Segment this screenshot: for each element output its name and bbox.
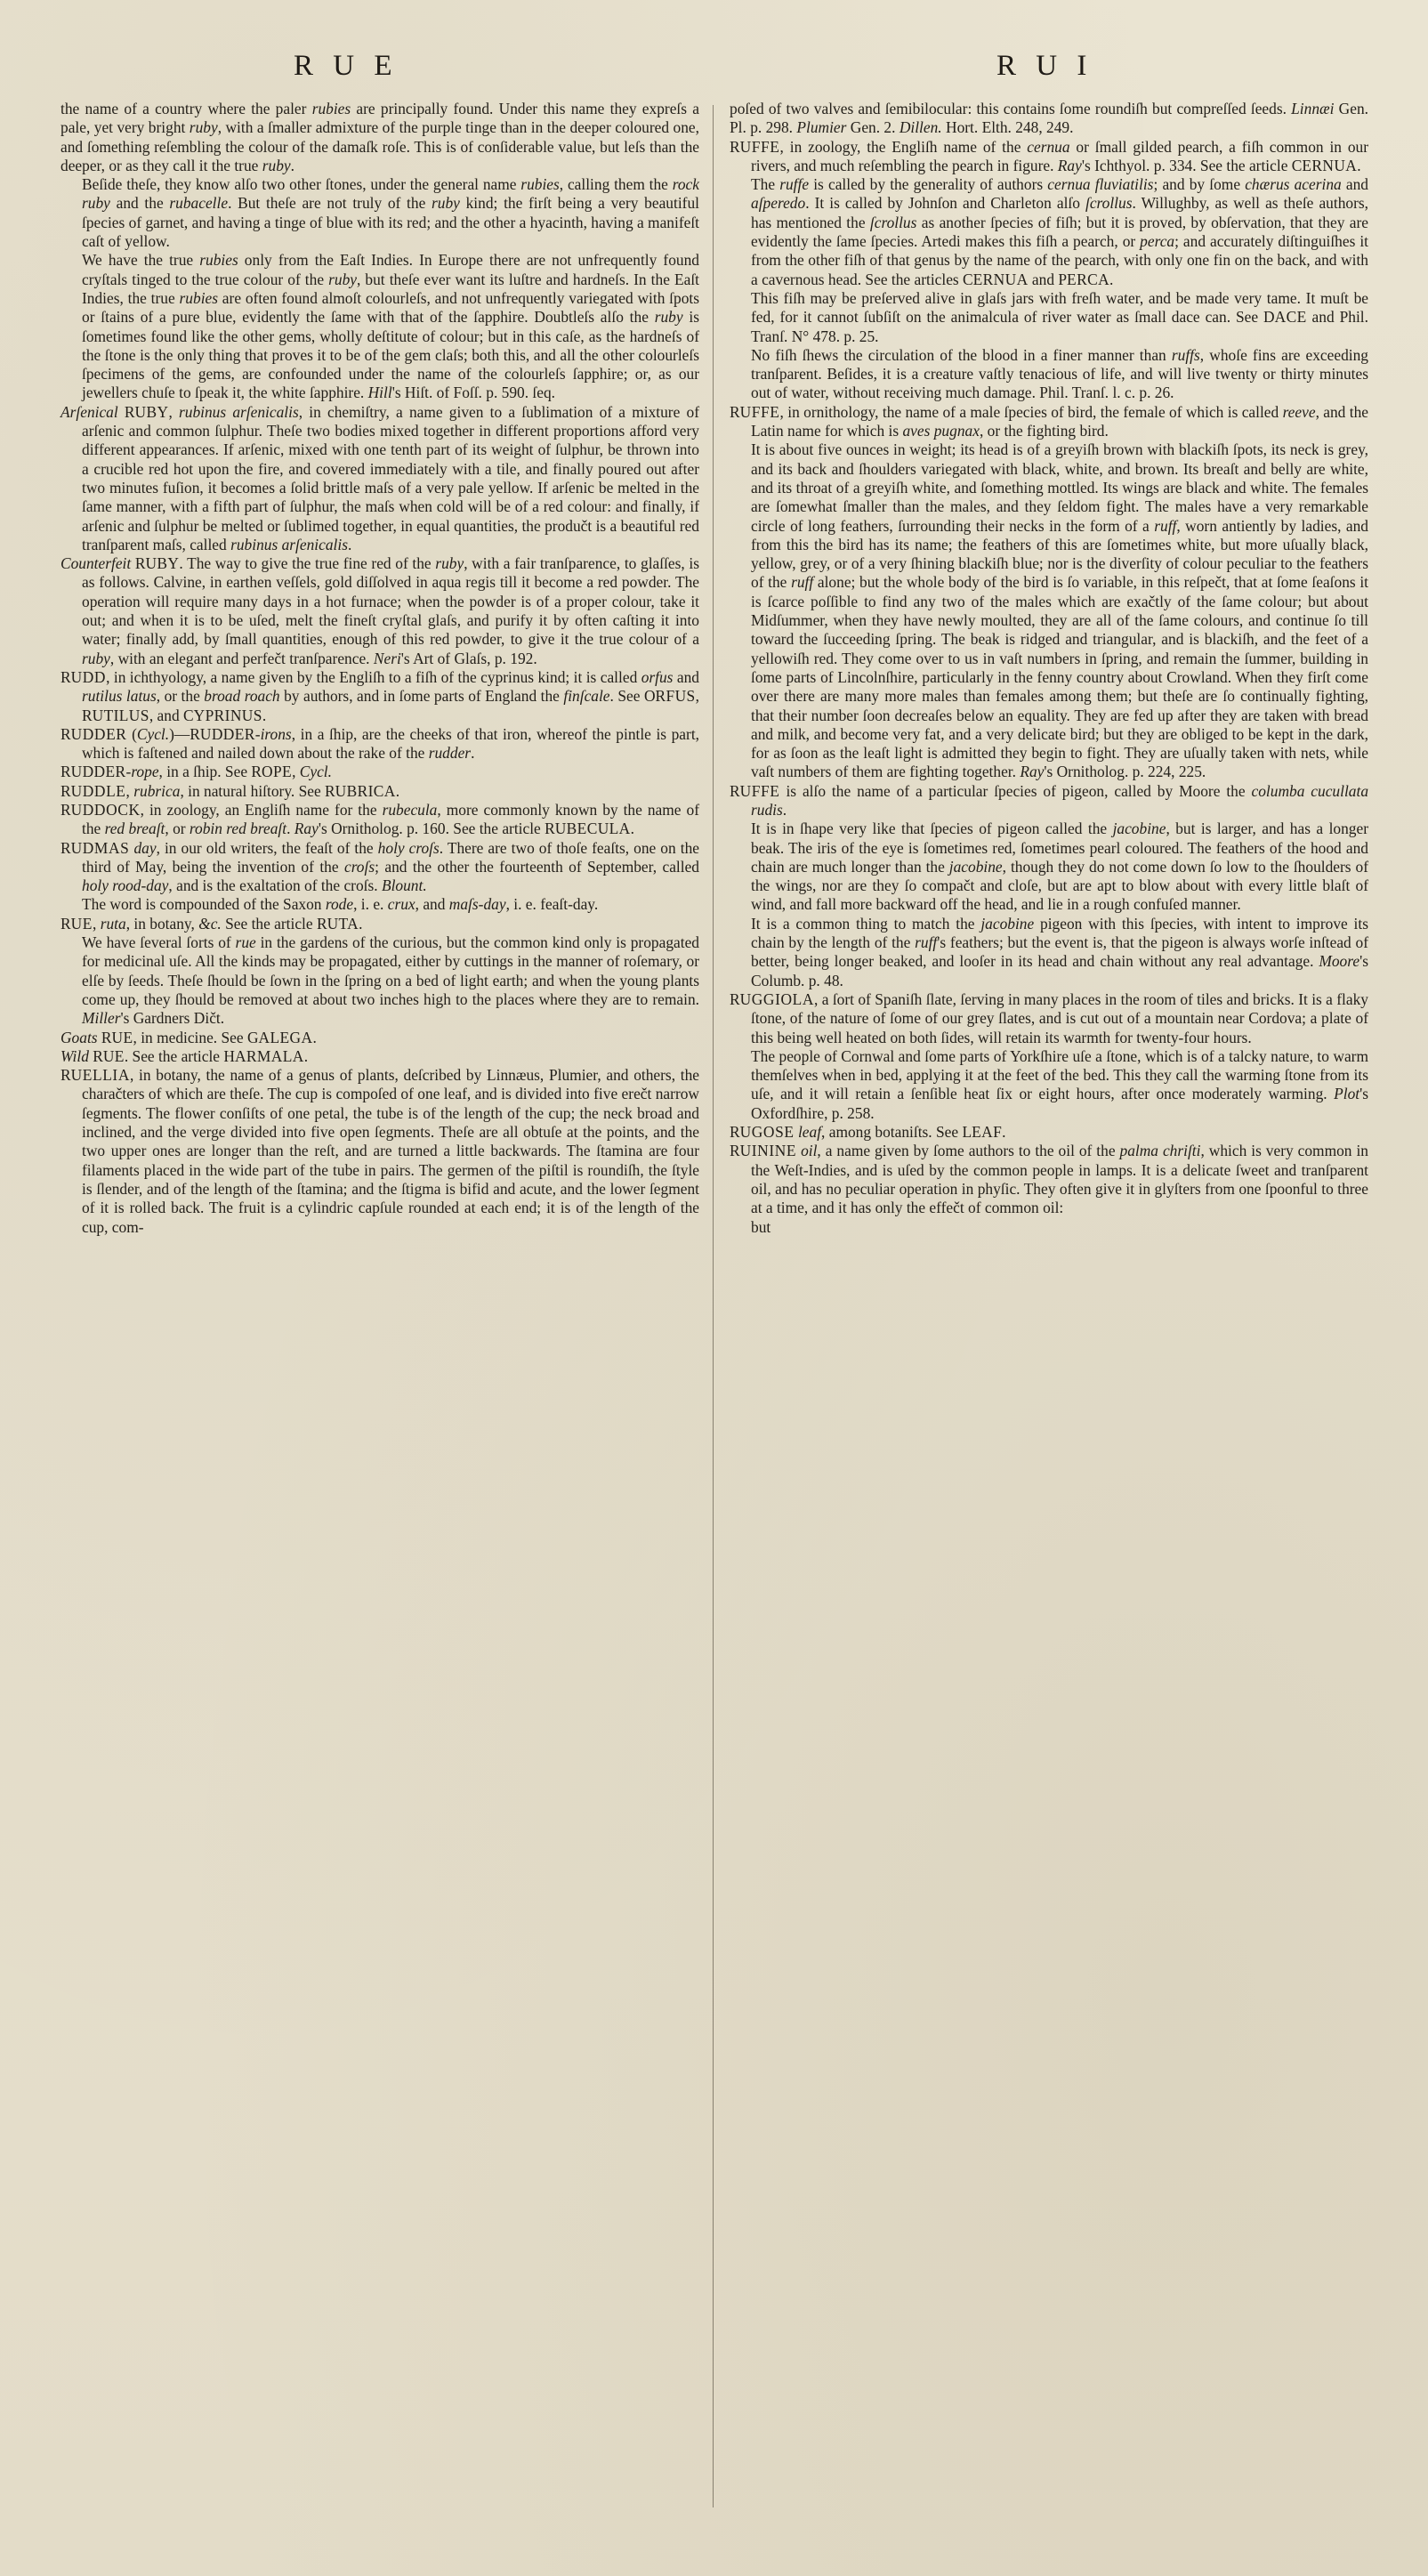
entry-paragraph: It is a common thing to match the jacobine pigeon with this ſpecies, with intent to improve its chain by the length of the ruff's feathers; but the event is, that the pigeon is always worſe inſtead of better, being longer beaked, and looſer in its head and chain without any real advantage. Moore's Columb. p. 48. [751, 914, 1369, 989]
entry-paragraph: the name of a country where the paler rubies are principally found. Under this name they expreſs a pale, yet very bright ruby, with a ſmaller admixture of the purple tinge than in the deeper coloured one, and ſomething reſembling the colour of the damaſk roſe. This is of conſiderable value, but leſs than the deeper, or as they call it the true ruby. [61, 100, 699, 174]
entry-paragraph: We have ſeveral ſorts of rue in the gardens of the curious, but the common kind only is propagated for medicinal uſe. All the kinds may be propagated, either by cuttings in the manner of roſemary, or elſe by ſeeds. Theſe ſhould be ſown in the ſpring on a bed of light earth; and when the young plants come up, they ſhould be removed at about two inches high to the places where they are to remain. Miller's Gardners Dičt. [82, 933, 699, 1028]
dictionary-entry: RUDDOCK, in zoology, an Engliſh name for the rubecula, more commonly known by the name of the red breaſt, or robin red breaſt. Ray's Ornitholog. p. 160. See the article RUBECULA. [61, 800, 699, 838]
entry-paragraph: but [751, 1217, 771, 1236]
dictionary-entry: RUFFE, in zoology, the Engliſh name of the cernua or ſmall gilded pearch, a fiſh common in our rivers, and much reſembling the pearch in figure. Ray's Ichthyol. p. 334. See the article CERNUA. [730, 137, 1368, 174]
running-header-right: R U I [996, 50, 1093, 82]
entry-paragraph: poſed of two valves and ſemibilocular: this contains ſome roundiſh but compreſſed ſeeds. Linnæi Gen. Pl. p. 298. Plumier Gen. 2. Dillen. Hort. Elth. 248, 249. [730, 100, 1368, 137]
running-header-left: R U E [294, 50, 399, 82]
dictionary-entry: Arſenical RUBY, rubinus arſenicalis, in chemiſtry, a name given to a ſublimation of a mixture of arſenic and common ſulphur. Theſe two bodies mixed together in different proportions afford very different appearances. If arſenic, mixed with one tenth part of its weight of ſulphur, be thrown into a crucible red hot upon the fire, and covered immediately with a tile, and finally poured out after two minutes fuſion, it becomes a ſolid brittle maſs of a very pale yellow. If arſenic be melted in the ſame manner, with a fifth part of ſulphur, the maſs when cold will be of a red colour: and finally, if arſenic and ſulphur be melted or ſublimed together, in equal quantities, the produčt is a beautiful red tranſparent maſs, called rubinus arſenicalis. [61, 402, 699, 553]
dictionary-entry: RUDDER-rope, in a ſhip. See ROPE, Cycl. [61, 763, 332, 781]
text-body [61, 100, 1368, 2529]
entry-paragraph: We have the true rubies only from the Eaſt Indies. In Europe there are not unfrequently found cryſtals tinged to the true colour of the ruby, but theſe ever want its luſtre and hardneſs. In the Eaſt Indies, the true rubies are often found almoſt colourleſs, and not unfrequently variegated with ſpots or ſtains of a pure blue, evidently the ſame with that of the ſapphire. Doubtleſs alſo the ruby is ſometimes found like the other gems, wholly deſtitute of colour; but in this caſe, as the hardneſs of the ſtone is the only thing that proves it to be of the gem claſs; both this, and all the other colourleſs ſpecimens of the gems, are confounded under the name of the colourleſs ſapphire; or, as our jewellers chuſe to ſpeak it, the white ſapphire. Hill's Hiſt. of Foſſ. p. 590. ſeq. [82, 251, 699, 402]
dictionary-entry: RUGGIOLA, a ſort of Spaniſh ſlate, ſerving in many places in the room of tiles and bricks. It is a flaky ſtone, of the nature of ſome of our grey ſlates, and is cut out of a mountain near Cordova; a plate of this being well heated on both ſides, will retain its warmth for twenty-four hours. [730, 989, 1368, 1046]
dictionary-entry: RUGOSE leaf, among botaniſts. See LEAF. [730, 1123, 1006, 1142]
right-text-column [730, 100, 1368, 2529]
dictionary-entry: RUE, ruta, in botany, &c. See the article RUTA. [61, 914, 363, 933]
dictionary-entry: RUDDER (Cycl.)—RUDDER-irons, in a ſhip, are the cheeks of that iron, whereof the pintle is part, which is faſtened and nailed down about the rake of the rudder. [61, 724, 700, 763]
entry-paragraph: This fiſh may be preſerved alive in glaſs jars with freſh water, and be made very tame. It muſt be fed, for it cannot ſubſiſt on the animalcula of river water as ſmall dace can. See DACE and Phil. Tranſ. N° 478. p. 25. [751, 288, 1368, 345]
dictionary-entry: RUININE oil, a name given by ſome authors to the oil of the palma chriſti, which is very common in the Weſt-Indies, and is uſed by the common people in lamps. It is a delicate ſweet and tranſparent oil, and has no peculiar operation in phyſic. They often give it in glyſters from one ſpoonful to three at a time, and it has only the effečt of common oil: [730, 1142, 1368, 1217]
entry-paragraph: It is in ſhape very like that ſpecies of pigeon called the jacobine, but is larger, and has a longer beak. The iris of the eye is ſometimes red, ſometimes pearl coloured. The feathers of the hood and chain are much longer than the jacobine, though they do not come down ſo low to the ſhoulders of the wings, nor are they ſo compačt and cloſe, but are apt to blow about with every little blaſt of wind, and fall more backward off the head, and lie in a rough confuſed manner. [751, 820, 1369, 914]
entry-paragraph: The word is compounded of the Saxon rode, i. e. crux, and maſs-day, i. e. feaſt-day. [82, 895, 599, 914]
left-text-column [61, 100, 699, 2529]
entry-paragraph: Beſide theſe, they know alſo two other ſtones, under the general name rubies, calling them the rock ruby and the rubacelle. But theſe are not truly of the ruby kind; the firſt being a very beautiful ſpecies of garnet, and having a tinge of blue with its red; and the other a hyacinth, having a manifeſt caſt of yellow. [82, 175, 699, 251]
running-headers [0, 50, 1428, 85]
dictionary-entry: RUDD, in ichthyology, a name given by the Engliſh to a fiſh of the cyprinus kind; it is called orfus and rutilus latus, or the broad roach by authors, and in ſome parts of England the finſcale. See ORFUS, RUTILUS, and CYPRINUS. [61, 667, 699, 724]
entry-paragraph: It is about five ounces in weight; its head is of a greyiſh brown with blackiſh ſpots, its neck is grey, and its back and ſhoulders variegated with black, white, and brown. Its breaſt and belly are white, and its throat of a greyiſh white, and ſomething mottled. Its wings are black and white. The females are ſomewhat ſmaller than the males, and they ſeldom fight. The males have a very remarkable circle of long feathers, ſurrounding their necks in the form of a ruff, worn antiently by ladies, and from this the bird has its name; the feathers of this are ſometimes white, but more uſually black, yellow, grey, or of a very ſhining blackiſh blue; nor is the diverſity of colour peculiar to the feathers of the ruff alone; but the whole body of the bird is ſo variable, in this reſpečt, that at ſome ſeaſons it is ſcarce poſſible to find any two of the males which are exačtly of the ſame colour; but about Midſummer, when they have newly moulted, they are all of the ſame colours, and continue ſo till toward the ſucceeding ſpring. The beak is ridged and triangular, and is blackiſh, and the feet of a yellowiſh red. They come over to us in vaſt numbers in ſpring, and remain the ſummer, building in ſome parts of Lincolnſhire, particularly in the fenny country about Crowland. When they firſt come over there are many more males than females among them; but theſe are ſo continually fighting, that their number ſoon decreaſes below an equality. They are fed up after they are taken with bread and milk, and become very fat, and a very delicate bird; but they are obliged to be kept in the dark, for as ſoon as the leaſt light is admitted they begin to fight. They are uſually taken with nets, while vaſt numbers of them are fighting together. Ray's Ornitholog. p. 224, 225. [751, 440, 1369, 781]
dictionary-entry: RUDDLE, rubrica, in natural hiſtory. See RUBRICA. [61, 781, 400, 800]
dictionary-entry: Goats RUE, in medicine. See GALEGA. [61, 1028, 317, 1046]
entry-paragraph: The ruffe is called by the generality of authors cernua fluviatilis; and by ſome chærus acerina and aſperedo. It is called by Johnſon and Charleton alſo ſcrollus. Willughby, as well as theſe authors, has mentioned the ſcrollus as another ſpecies of fiſh; but it is proved, by obſervation, that they are evidently the ſame ſpecies. Artedi makes this fiſh a pearch, or perca; and accurately diſtinguiſhes it from the other fiſh of that genus by the name of the pearch, with only one fin on the back, and with a cavernous head. See the articles CERNUA and PERCA. [751, 175, 1369, 288]
dictionary-entry: RUFFE is alſo the name of a particular ſpecies of pigeon, called by Moore the columba cucullata rudis. [730, 781, 1369, 819]
dictionary-entry: Counterfeit RUBY. The way to give the true fine red of the ruby, with a fair tranſparence, to glaſſes, is as follows. Calvine, in earthen veſſels, gold diſſolved in aqua regis till it become a red powder. The operation will require many days in a hot furnace; when the powder is of a proper colour, take it out; and when it is to be uſed, melt the fineſt cryſtal glaſs, and purify it by often caſting it into water; finally add, by ſmall quantities, enough of this red powder, to give it the true colour of a ruby, with an elegant and perfečt tranſparence. Neri's Art of Glaſs, p. 192. [61, 554, 699, 667]
dictionary-entry: Wild RUE. See the article HARMALA. [61, 1046, 309, 1065]
dictionary-entry: RUELLIA, in botany, the name of a genus of plants, deſcribed by Linnæus, Plumier, and others, the charačters of which are theſe. The cup is compoſed of one leaf, and is divided into five erečt narrow ſegments. The flower conſiſts of one petal, the tube is of the length of the cup; the neck broad and inclined, and the verge divided into five open ſegments. Theſe are all obtuſe at the points, and the two upper ones are longer than the reſt, and are turned a little backwards. The ſtamina are four filaments placed in the wide part of the tube in pairs. The germen of the piſtil is roundiſh, the ſtyle is ſlender, and of the length of the ſtamina; and the ſtigma is bifid and acute, and the lower ſegment of it is rolled back. The fruit is a cylindric capſule rounded at each end; it is of the length of the cup, com- [61, 1066, 699, 1236]
dictionary-entry: RUFFE, in ornithology, the name of a male ſpecies of bird, the female of which is called reeve, and the Latin name for which is aves pugnax, or the fighting bird. [730, 402, 1368, 440]
entry-paragraph: The people of Cornwal and ſome parts of Yorkſhire uſe a ſtone, which is of a talcky nature, to warm themſelves when in bed, applying it at the feet of the bed. This they call the warming ſtone from its uſe, and it will retain a ſenſible heat ſix or eight hours, after once moderately warming. Plot's Oxfordſhire, p. 258. [751, 1046, 1368, 1122]
entry-paragraph: No fiſh ſhews the circulation of the blood in a finer manner than ruffs, whoſe fins are exceeding tranſparent. Beſides, it is a creature vaſtly tenacious of life, and will live twenty or thirty minutes out of water, without receiving much damage. Phil. Tranſ. l. c. p. 26. [751, 345, 1368, 402]
dictionary-entry: RUDMAS day, in our old writers, the feaſt of the holy croſs. There are two of thoſe feaſts, one on the third of May, being the invention of the croſs; and the other the fourteenth of September, called holy rood-day, and is the exaltation of the croſs. Blount. [61, 838, 699, 895]
